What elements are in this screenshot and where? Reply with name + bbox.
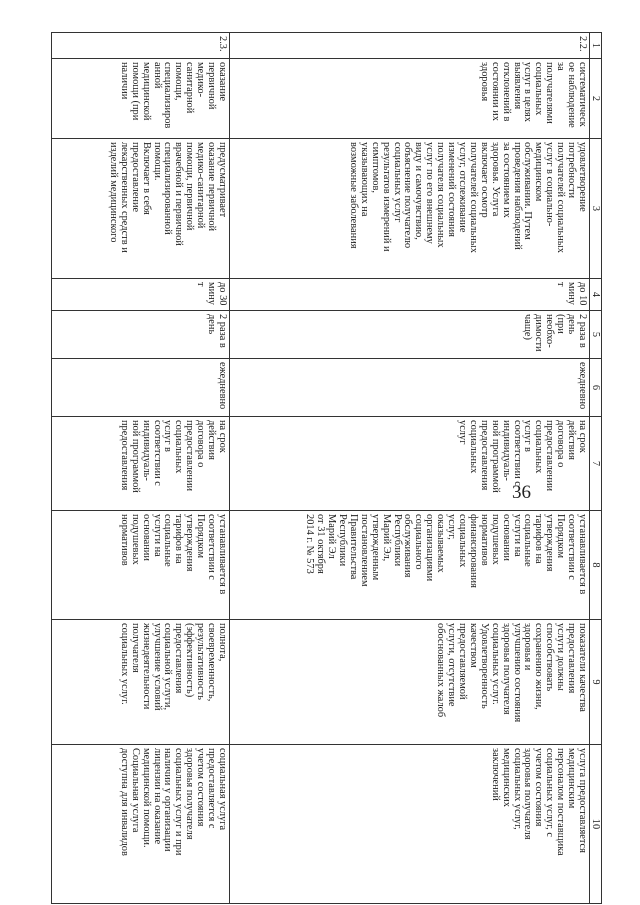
provision-conditions: услуга предоставляется медицинским персоналом поставщика социальных услуг, с учетом состояния здоровья получателя социальных услуг, медицинских заключений	[230, 745, 590, 904]
service-description: предусматривает оказание первичной медико-санитарной помощи, первичной врачебной и первичной специализированной помощи. Включает в себя предоставление лекарственных средств и изделий медицинского	[52, 139, 230, 279]
col-num: 2	[590, 59, 602, 139]
service-term: ежедневно	[230, 359, 590, 417]
service-description: удовлетворение потребности получателей социальных услуг в социально- медицинском обслуживании. Путем проведения наблюдений за состоянием их здоровья. Услуга включает осмотр получателей социальных услуг, отслеживание изменений состояния получателя социальных услуг по его внешнему виду и самочувствию, объяснение получателю социальных услуг результатов измерений и симптомов, указывающих на возможные заболевания	[230, 139, 590, 279]
table-row	[52, 33, 230, 904]
row-number: 2.2.	[230, 33, 590, 59]
tariff: устанавливается в соответствии с Порядком утверждения тарифов на социальные услуги на основании подушевых нормативов финансирования социальных услуг, оказываемых организациями социального обслуживания Республики Марий Эл, утвержденным постановлением Правительства Республики Марий Эл от 31 октября 2014 г. № 573	[230, 511, 590, 620]
service-name: систематическ ое наблюдение за получателями социальных услуг в целях выявления отклонений в состоянии их здоровья	[230, 59, 590, 139]
col-num: 3	[590, 139, 602, 279]
col-num: 4	[590, 279, 602, 311]
provision-term: на срок действия договора о предоставлении социальных услуг в соответствии с индивидуаль- ной программой предоставления социальных услуг	[230, 417, 590, 511]
table-row	[230, 33, 590, 904]
frequency: 2 раза в день	[52, 311, 230, 359]
col-num: 5	[590, 311, 602, 359]
col-num: 6	[590, 359, 602, 417]
provision-term: на срок действия договора о предоставлении социальных услуг в соответствии с индивидуаль- ной программой предоставления	[52, 417, 230, 511]
col-num: 7	[590, 417, 602, 511]
quality-indicators: полнота, своевременность, результативность (эффективность) предоставления социальной услуги, улучшение условий жизнедеятельности получателя социальных услуг.	[52, 620, 230, 745]
tariff: устанавливается в соответствии с Порядком утверждения тарифов на социальные услуги на основании подушевых нормативов	[52, 511, 230, 620]
rotated-table-sheet	[42, 30, 602, 905]
quality-indicators: показатели качества предоставления услуги должны способствовать сохранению жизни, здоровья и улучшению состояния здоровья получателя социальных услуг. Удовлетворенность качеством предоставляемой услуги, отсутствие обоснованных жалоб	[230, 620, 590, 745]
col-num: 1	[590, 33, 602, 59]
service-term: ежедневно	[52, 359, 230, 417]
services-table	[51, 32, 602, 904]
col-num: 9	[590, 620, 602, 745]
time-norm: до 10 минут	[230, 279, 590, 311]
provision-conditions: социальная услуга предоставляется с учетом состояния здоровья получателя социальных услуг и при наличии у организации лицензии на оказание медицинской помощи. Социальная услуга доступна для инвалидов	[52, 745, 230, 904]
service-name: оказание первичной медико- санитарной помощи, специализиров анной медицинской помощи (при наличии	[52, 59, 230, 139]
time-norm: до 30 минут	[52, 279, 230, 311]
page-number: 36	[512, 482, 531, 503]
col-num: 10	[590, 745, 602, 904]
row-number: 2.3.	[52, 33, 230, 59]
col-num: 8	[590, 511, 602, 620]
frequency: 2 раза в день (при необхо- димости чаще)	[230, 311, 590, 359]
column-number-row	[590, 33, 602, 904]
